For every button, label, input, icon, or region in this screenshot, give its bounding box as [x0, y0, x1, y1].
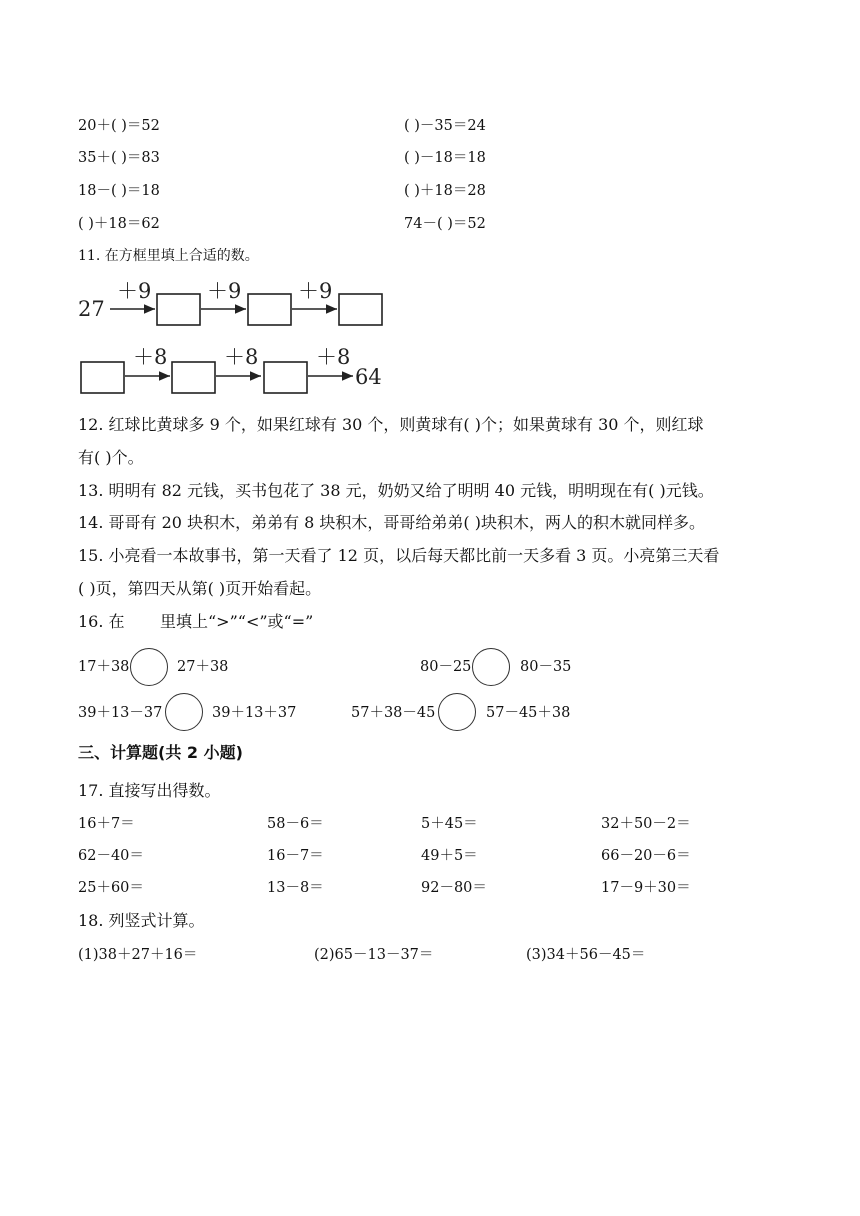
chain-operation: ＋8: [133, 345, 168, 369]
answer-box: [339, 294, 382, 325]
section-heading: 三、计算题(共 2 小题): [78, 743, 243, 762]
chain-end-number: 64: [355, 365, 382, 389]
oral-calc-item: 49＋5＝: [421, 848, 478, 864]
compare-expression: 39＋13－37: [78, 705, 163, 721]
question-18-prompt: 18. 列竖式计算。: [78, 911, 205, 930]
chain-operation: ＋9: [207, 279, 242, 303]
question-12-line2: 有( )个。: [78, 448, 144, 467]
compare-expression: 80－25: [420, 659, 472, 675]
equation: 74－( )＝52: [404, 216, 486, 232]
answer-box: [157, 294, 200, 325]
chain-start-number: 27: [78, 297, 105, 321]
compare-circle[interactable]: [165, 693, 203, 731]
oral-calc-item: 16－7＝: [267, 848, 324, 864]
question-14: 14. 哥哥有 20 块积木，弟弟有 8 块积木，哥哥给弟弟( )块积木，两人的积木就同样多。: [78, 513, 705, 532]
compare-expression: 17＋38: [78, 659, 130, 675]
oral-calc-item: 13－8＝: [267, 880, 324, 896]
vertical-calc-item: (3)34＋56－45＝: [526, 947, 646, 963]
compare-circle[interactable]: [130, 648, 168, 686]
chain-operation: ＋8: [224, 345, 259, 369]
compare-expression: 80－35: [520, 659, 572, 675]
compare-expression: 39＋13＋37: [212, 705, 297, 721]
compare-expression: 57＋38－45: [351, 705, 436, 721]
equation: ( )＋18＝62: [78, 216, 160, 232]
equation: ( )＋18＝28: [404, 183, 486, 199]
oral-calc-item: 32＋50－2＝: [601, 816, 691, 832]
equation: 18－( )＝18: [78, 183, 160, 199]
question-16-prompt-start: 16. 在: [78, 612, 125, 631]
equation: ( )－35＝24: [404, 118, 486, 134]
equation: ( )－18＝18: [404, 150, 486, 166]
chain-operation: ＋9: [117, 279, 152, 303]
answer-box: [172, 362, 215, 393]
chain-operation: ＋8: [316, 345, 351, 369]
oral-calc-item: 58－6＝: [267, 816, 324, 832]
question-15-line2: ( )页，第四天从第( )页开始看起。: [78, 579, 322, 598]
compare-circle[interactable]: [438, 693, 476, 731]
oral-calc-item: 25＋60＝: [78, 880, 144, 896]
oral-calc-item: 17－9＋30＝: [601, 880, 691, 896]
question-12-line1: 12. 红球比黄球多 9 个，如果红球有 30 个，则黄球有( )个；如果黄球有 30 个，则红球: [78, 415, 704, 434]
vertical-calc-item: (2)65－13－37＝: [314, 947, 434, 963]
question-13: 13. 明明有 82 元钱，买书包花了 38 元，奶奶又给了明明 40 元钱，明明现在有( )元钱。: [78, 481, 714, 500]
answer-box: [248, 294, 291, 325]
oral-calc-item: 66－20－6＝: [601, 848, 691, 864]
answer-box: [81, 362, 124, 393]
oral-calc-item: 62－40＝: [78, 848, 144, 864]
equation: 35＋( )＝83: [78, 150, 160, 166]
compare-circle[interactable]: [472, 648, 510, 686]
question-16-prompt-end: 里填上“>”“<”或“=”: [160, 612, 314, 631]
question-15-line1: 15. 小亮看一本故事书，第一天看了 12 页，以后每天都比前一天多看 3 页。小亮第三天看: [78, 546, 720, 565]
oral-calc-item: 5＋45＝: [421, 816, 478, 832]
compare-expression: 57－45＋38: [486, 705, 571, 721]
vertical-calc-item: (1)38＋27＋16＝: [78, 947, 198, 963]
chain-operation: ＋9: [298, 279, 333, 303]
oral-calc-item: 16＋7＝: [78, 816, 135, 832]
equation: 20＋( )＝52: [78, 118, 160, 134]
question-11-prompt: 11. 在方框里填上合适的数。: [78, 248, 259, 264]
answer-box: [264, 362, 307, 393]
oral-calc-item: 92－80＝: [421, 880, 487, 896]
compare-expression: 27＋38: [177, 659, 229, 675]
question-17-prompt: 17. 直接写出得数。: [78, 781, 221, 800]
